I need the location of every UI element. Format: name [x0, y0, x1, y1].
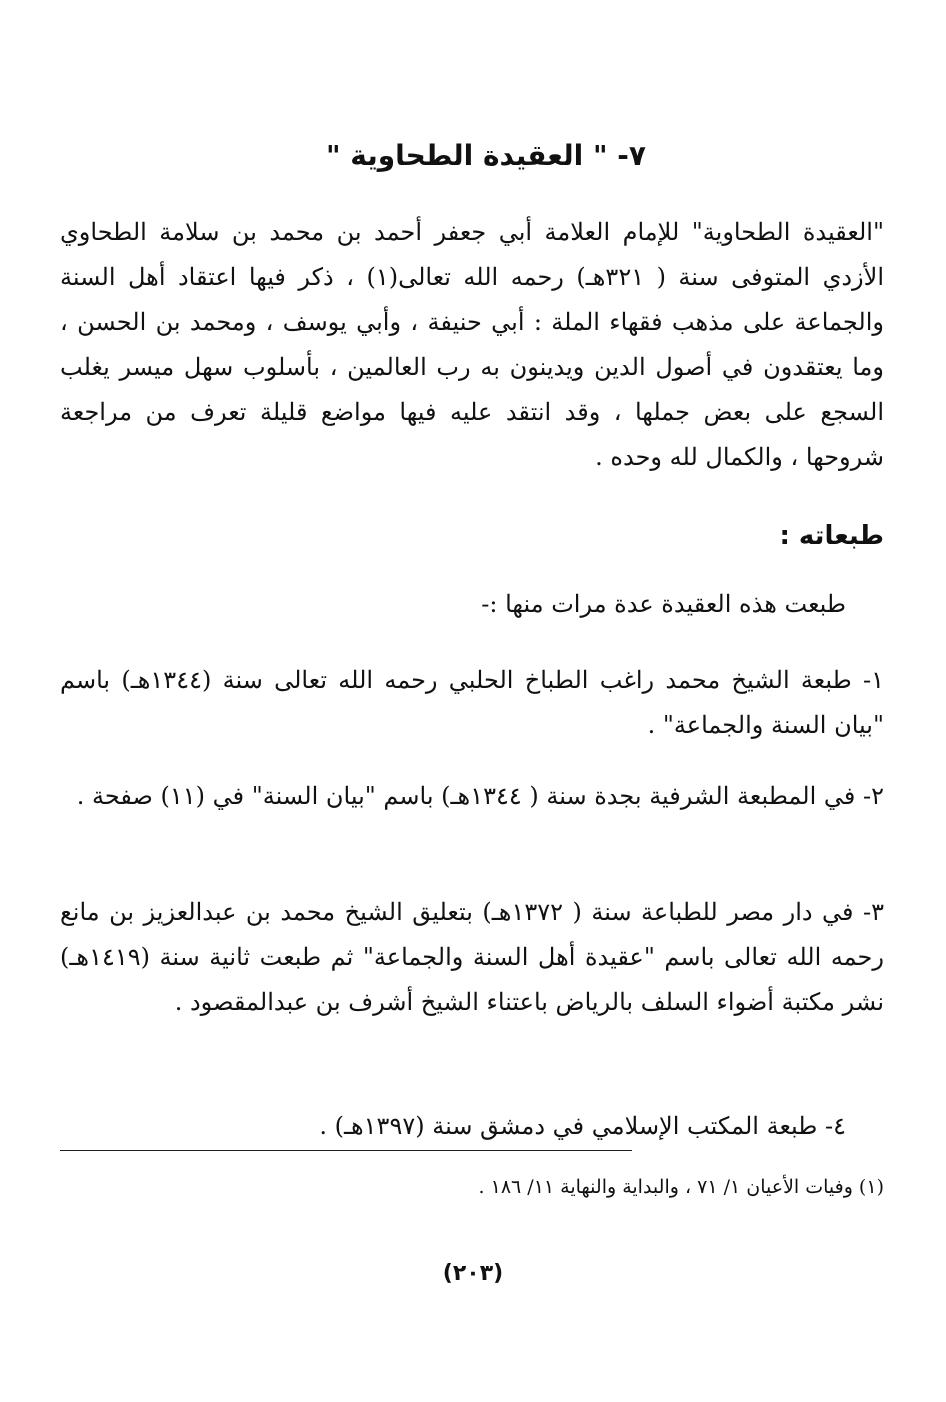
edition-item-2: ٢- في المطبعة الشرفية بجدة سنة ( ١٣٤٤هـ) باسم "بيان السنة" في (١١) صفحة . [76, 782, 884, 810]
editions-heading: طبعاته : [779, 521, 884, 551]
footnote: (١) وفيات الأعيان ١/ ٧١ ، والبداية والنهاية ١١/ ١٨٦ . [478, 1176, 884, 1198]
edition-item-1: ١- طبعة الشيخ محمد راغب الطباخ الحلبي رحمه الله تعالى سنة (١٣٤٤هـ) باسم "بيان السنة والجماعة" . [60, 666, 884, 739]
page-number: (٢٠٣) [442, 1261, 504, 1286]
footnote-divider [60, 1150, 632, 1151]
editions-lead: طبعت هذه العقيدة عدة مرات منها :- [481, 590, 846, 618]
section-heading: ٧- " العقيدة الطحاوية " [325, 139, 646, 172]
intro-paragraph: "العقيدة الطحاوية" للإمام العلامة أبي جعفر أحمد بن محمد بن سلامة الطحاوي الأزدي المتوفى سنة ( ٣٢١هـ) رحمه الله تعالى(١) ، ذكر فيها اعتقاد أهل السنة والجماعة على مذهب فقهاء الملة : أبي حنيفة ، وأبي يوسف ، ومحمد بن الحسن ، وما يعتقدون في أصول الدين ويدينون به رب العالمين ، بأسلوب سهل ميسر يغلب السجع على بعض جملها ، وقد انتقد عليه فيها مواضع قليلة تعرف من مراجعة شروحها ، والكمال لله وحده . [60, 218, 884, 471]
edition-item-3: ٣- في دار مصر للطباعة سنة ( ١٣٧٢هـ) بتعليق الشيخ محمد بن عبدالعزيز بن مانع رحمه الله تعالى باسم "عقيدة أهل السنة والجماعة" ثم طبعت ثانية سنة (١٤١٩هـ) نشر مكتبة أضواء السلف بالرياض باعتناء الشيخ أشرف بن عبدالمقصود . [60, 898, 884, 1016]
edition-item-4: ٤- طبعة المكتب الإسلامي في دمشق سنة (١٣٩٧هـ) . [319, 1112, 846, 1140]
